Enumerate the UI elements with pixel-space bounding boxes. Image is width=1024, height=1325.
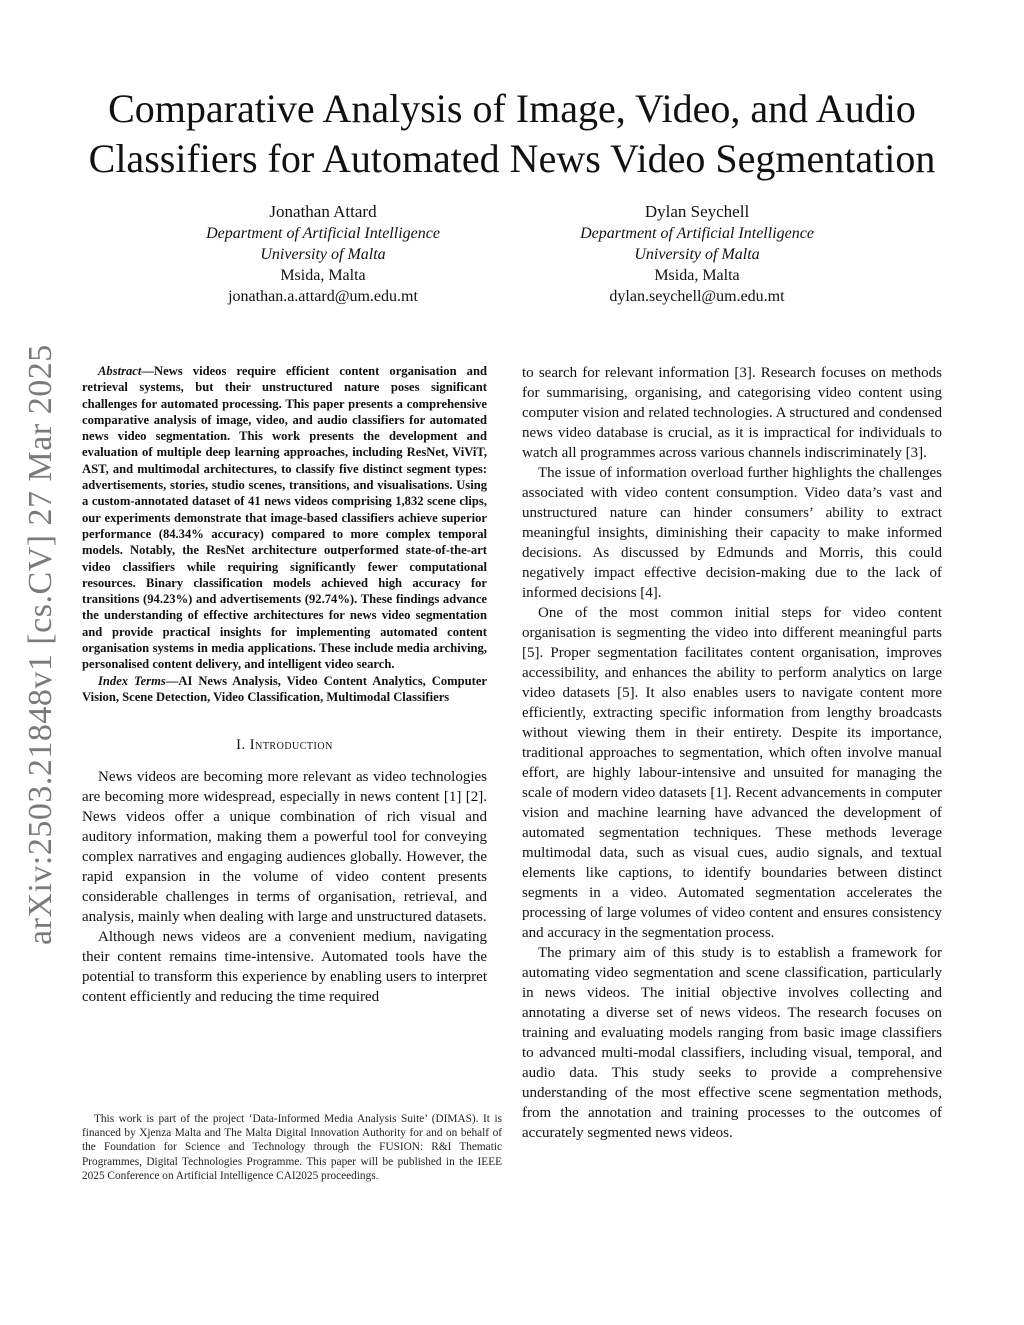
paragraph: to search for relevant information [3]. Research focuses on methods for summarising, organising, and categorising video content using computer vision and related technologies. A structured and condensed news video database is crucial, as it is impractical for individuals to watch all programmes across various channels indiscriminately [3]. bbox=[522, 365, 942, 461]
author-name: Jonathan Attard bbox=[269, 202, 377, 221]
author-name: Dylan Seychell bbox=[644, 202, 750, 221]
author-location: Msida, Malta bbox=[280, 267, 366, 284]
author-university: University of Malta bbox=[260, 246, 386, 263]
paper-title: Comparative Analysis of Image, Video, and Audio Classifiers for Automated News Video Segmentation bbox=[88, 86, 936, 181]
abstract bbox=[82, 363, 487, 673]
index-terms-text: —AI News Analysis, Video Content Analytics, Computer Vision, Scene Detection, Video Classification, Multimodal Classifiers bbox=[82, 673, 487, 704]
paragraph: One of the most common initial steps for video content organisation is segmenting the video into different meaningful parts [5]. Proper segmentation facilitates content organisation, improves accessibility, and enhances the ability to perform analytics on large video datasets [5]. It also enables users to navigate content more efficiently, extracting specific information from lengthy broadcasts without viewing them in their entirety. Despite its importance, traditional approaches to segmentation, which often involve manual effort, are highly labour-intensive and unsuited for managing the scale of modern video datasets [1]. Recent advancements in computer vision and machine learning have advanced the development of automated segmentation techniques. These methods leverage multimodal data, such as visual cues, audio signals, and textual elements like captions, to identify boundaries between distinct segments in a video. Automated segmentation accelerates the processing of large volumes of video content and ensures consistency and accuracy in the segmentation process. bbox=[522, 605, 942, 941]
section-number: I. bbox=[236, 737, 246, 754]
footnote: This work is part of the project ‘Data-Informed Media Analysis Suite’ (DIMAS). It is financed by Xjenza Malta and The Malta Digital Innovation Authority for and on behalf of the Foundation for Science and Technology through the FUSION: R&I Thematic Programmes, Digital Technologies Programme. This paper will be published in the IEEE 2025 Conference on Artificial Intelligence CAI2025 proceedings. bbox=[82, 1113, 502, 1182]
left-column bbox=[82, 363, 487, 1007]
author-email: dylan.seychell@um.edu.mt bbox=[609, 288, 785, 305]
author-university: University of Malta bbox=[634, 246, 760, 263]
paragraph: Although news videos are a convenient medium, navigating their content remains time-intensive. Automated tools have the potential to transform this experience by enabling users to interpret content efficiently and reducing the time required bbox=[82, 929, 487, 1006]
paragraph: The primary aim of this study is to establish a framework for automating video segmentation and scene classification, particularly in news videos. The initial objective involves collecting and annotating a diverse set of news videos. The research focuses on training and evaluating models ranging from basic image classifiers to advanced multi-modal classifiers, including visual, temporal, and audio data. This study seeks to provide a comprehensive understanding of the most effective scene segmentation methods, from the annotation and training processes to the outcomes of accurately segmented news videos. bbox=[522, 945, 942, 1141]
right-column bbox=[522, 363, 942, 1143]
author-block-1 bbox=[153, 201, 493, 307]
author-block-2 bbox=[527, 201, 867, 307]
index-terms-label: Index Terms bbox=[98, 673, 166, 688]
section-title: Introduction bbox=[249, 737, 333, 754]
arxiv-identifier: arXiv:2503.21848v1 [cs.CV] 27 Mar 2025 bbox=[22, 344, 59, 945]
index-terms bbox=[82, 673, 487, 706]
paragraph: News videos are becoming more relevant as video technologies are becoming more widespread, especially in news content [1] [2]. News videos offer a unique combination of rich visual and auditory information, making them a powerful tool for conveying complex narratives and engaging audiences globally. However, the rapid expansion in the volume of video content presents considerable challenges in terms of organisation, retrieval, and analysis, mainly when dealing with large and unstructured datasets. bbox=[82, 769, 487, 926]
author-department: Department of Artificial Intelligence bbox=[206, 225, 440, 242]
abstract-text: —News videos require efficient content organisation and retrieval systems, but their unstructured nature poses significant challenges for automated processing. This paper presents a comprehensive comparative analysis of image, video, and audio classifiers for automated news video segmentation. This work presents the development and evaluation of multiple deep learning approaches, including ResNet, ViViT, AST, and multimodal architectures, to classify five distinct segment types: advertisements, stories, studio scenes, transitions, and visualisations. Using a custom-annotated dataset of 41 news videos comprising 1,832 scene clips, our experiments demonstrate that image-based classifiers achieve superior performance (84.34% accuracy) compared to more complex temporal models. Notably, the ResNet architecture outperformed state-of-the-art video classifiers while requiring significantly fewer computational resources. Binary classification models achieved high accuracy for transitions (94.23%) and advertisements (92.74%). These findings advance the understanding of effective architectures for news video segmentation and provide practical insights for implementing automated content organisation systems in media applications. These include media archiving, personalised content delivery, and intelligent video search. bbox=[82, 364, 487, 672]
section-heading bbox=[82, 735, 487, 755]
author-department: Department of Artificial Intelligence bbox=[580, 225, 814, 242]
paragraph: The issue of information overload further highlights the challenges associated with video content consumption. Video data’s vast and unstructured nature can hinder consumers’ ability to extract meaningful insights, diminishing their capacity to make informed decisions. As discussed by Edmunds and Morris, this could negatively impact effective decision-making due to the lack of informed decisions [4]. bbox=[522, 465, 942, 601]
author-email: jonathan.a.attard@um.edu.mt bbox=[228, 288, 418, 305]
author-location: Msida, Malta bbox=[654, 267, 740, 284]
abstract-label: Abstract bbox=[98, 364, 142, 378]
